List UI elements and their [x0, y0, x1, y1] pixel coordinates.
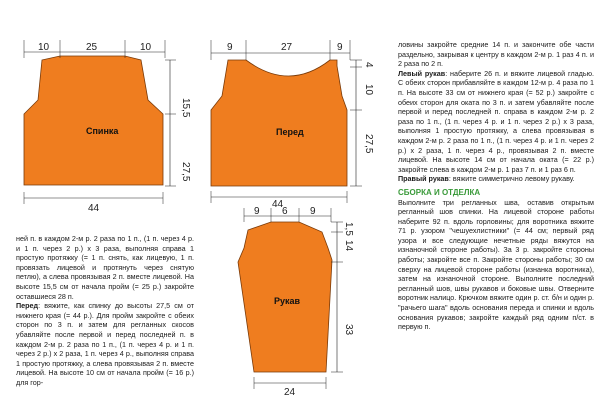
- sleeve-dim-right-1: 1,5: [343, 222, 354, 236]
- front-dim-bottom: 44: [272, 199, 284, 210]
- sleeve-dim-top-right: 9: [310, 206, 316, 217]
- sleeve-dim-top-left: 9: [254, 206, 260, 217]
- sleeve-dim-right-2: 14: [343, 240, 354, 252]
- back-piece: [24, 40, 191, 214]
- left-text-column: [16, 234, 194, 388]
- back-dim-right-bottom: 27,5: [180, 162, 191, 182]
- front-dim-top-right: 9: [337, 42, 343, 53]
- front-dim-right-3: 27,5: [363, 134, 374, 154]
- front-label: Перед: [276, 127, 304, 137]
- back-dim-top-mid: 25: [86, 42, 98, 53]
- sleeve-piece: [238, 206, 354, 398]
- front-paragraph: [16, 301, 194, 387]
- back-shape: [24, 56, 163, 185]
- right-text-column: [398, 40, 594, 332]
- sleeve-label: Рукав: [274, 296, 301, 306]
- front-dim-right-1: 4: [363, 62, 374, 68]
- front-dim-top-mid: 27: [281, 42, 293, 53]
- sleeve-dim-top-mid: 6: [282, 206, 288, 217]
- back-dim-right-top: 15,5: [180, 98, 191, 118]
- front-shape: [211, 60, 347, 186]
- assembly-text: Выполните три регланных шва, оставив открытым регланный шов спинки. На лицевой стороне работы наберите 92 п. вдоль горловины; для воротника вяжите 71 р. узором "чешуехлистники" (= 44 см; первый ряд узора и все следующие нечетные ряды вяжутся на изнаночной стороне работы). За 3 р. закройте стороны работы; закройте все п. Закройте стороны работы; 30 см сверху на лицевой стороне работы (изнанка воротника), затем на изнаночной стороне. Выполните последний регланный шов, швы рукавов и боковые швы. Отверните воротник налицо. Крючком вяжите один р. ст. б/н и один р. "рачьего шага" вдоль основания переда и спинки и вдоль основания рукавов; закройте каждый ряд одним п/ст. в первую п.: [398, 197, 594, 332]
- assembly-heading: СБОРКА И ОТДЕЛКА: [398, 187, 481, 197]
- back-dim-top-left: 10: [38, 42, 50, 53]
- front-piece: [211, 40, 374, 210]
- right-sleeve-heading: Правый рукав: [398, 174, 449, 184]
- left-sleeve-paragraph: [398, 69, 594, 175]
- front-text: : вяжите, как спинку до высоты 27,5 см от нижнего края (= 44 р.). Для пройм закройте с обеих сторон по 3 п. и затем для регланных скосов убавляйте после первой и перед последней п. в каждом 2-м р. 2 раза по 1 п., (1 п. через 4 р. и 1 п. через 2 р.) х 2 раза, 1 п. через 4 р., выполняя справа 1 простую протяжку, а слева провязывая 2 п. вместе лицевой. На высоте 10 см от начала пройм (= 16 р.) для гор-: [16, 301, 194, 387]
- back-dim-top-right: 10: [140, 42, 152, 53]
- front-heading: Перед: [16, 301, 39, 311]
- left-sleeve-heading: Левый рукав: [398, 68, 446, 78]
- sleeve-dim-bottom: 24: [284, 387, 296, 398]
- back-label: Спинка: [86, 126, 119, 136]
- back-continuation: ней п. в каждом 2-м р. 2 раза по 1 п., (1 п. через 4 р. и 1 п. через 2 р.) х 3 раза, выполняя справа 1 простую протяжку (= 1 п. снять, как лицевую, 1 п. провязать лицевой и протянуть через снятую петлю), а слева провязывая 2 п. вместе лицевой. На высоте 15,5 см от начала пройм (= 25 р.) закройте оставшиеся 28 п.: [16, 234, 194, 301]
- right-sleeve-paragraph: [398, 174, 594, 184]
- neckline-text: ловины закройте средние 14 п. и закончите обе части раздельно, закрывая к центру в каждом 2-м р. 1 раз 4 п. и 2 раза по 2 п.: [398, 40, 594, 69]
- right-sleeve-text: : вяжите симметрично левому рукаву.: [448, 174, 575, 184]
- back-dim-bottom: 44: [88, 203, 100, 214]
- front-dim-top-left: 9: [227, 42, 233, 53]
- front-dim-right-2: 10: [363, 84, 374, 96]
- sleeve-dim-right-3: 33: [343, 324, 354, 336]
- left-sleeve-text: : наберите 26 п. и вяжите лицевой гладью. С обеих сторон прибавляйте в каждом 12-м р. 4 раза по 1 п. На высоте 33 см от нижнего края (= 52 р.) закройте с обеих сторон для оката по 3 п. и затем убавляйте после первой и перед последней п. справа в каждом 2-м р. 2 раза по 1 п., (1 п. через 4 р. и 1 п. через 2 р.) х 3 раза, выполняя 1 простую протяжку, а слева провязывая в каждом 2-м р. 2 раза по 1 п., (1 п. через 4 р. и 1 п. через 2 р.) х 2 раза, 1 п. через 4 р., провязывая 2 п. вместе лицевой. На высоте 14 см от начала оката (= 22 р.) закройте слева в каждом 2-м р. 1 раз 7 п. и 1 раз 6 п.: [398, 68, 594, 174]
